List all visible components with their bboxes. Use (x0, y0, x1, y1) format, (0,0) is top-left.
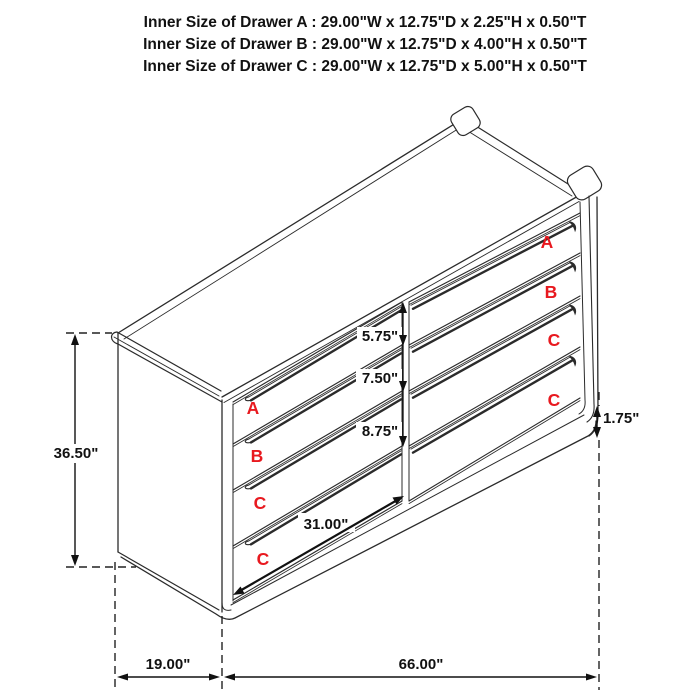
drawer-label-right-c1: C (547, 330, 561, 350)
arrowhead-up (71, 334, 79, 345)
drawer-b-front-height-label: 7.50" (361, 370, 399, 387)
base-height-label: 1.75" (603, 410, 640, 427)
drawer-label-left-b: B (250, 446, 264, 466)
drawer-front-width-label: 31.00" (303, 516, 349, 533)
dimension-base-height (593, 406, 639, 438)
header-line-drawer-c: Inner Size of Drawer C : 29.00"W x 12.75"D x 5.00"H x 0.50"T (143, 58, 587, 75)
arrowhead-down (71, 555, 79, 566)
drawer-label-left-a: A (246, 398, 260, 418)
drawer-label-right-c2: C (547, 390, 561, 410)
drawer-label-left-c2: C (256, 549, 270, 569)
drawer-c-front-height-label: 8.75" (361, 423, 399, 440)
drawer-label-right-a: A (540, 232, 554, 252)
drawer-label-right-b: B (544, 282, 558, 302)
header-line-drawer-a: Inner Size of Drawer A : 29.00"W x 12.75"D x 2.25"H x 0.50"T (143, 14, 587, 31)
header-line-drawer-b: Inner Size of Drawer B : 29.00"W x 12.75"D x 4.00"H x 0.50"T (143, 36, 587, 53)
overall-height-label: 36.50" (53, 445, 99, 462)
drawer-a-front-height-label: 5.75" (361, 328, 399, 345)
drawer-label-left-c1: C (253, 493, 267, 513)
overall-width-label: 66.00" (398, 656, 444, 673)
depth-label: 19.00" (145, 656, 191, 673)
